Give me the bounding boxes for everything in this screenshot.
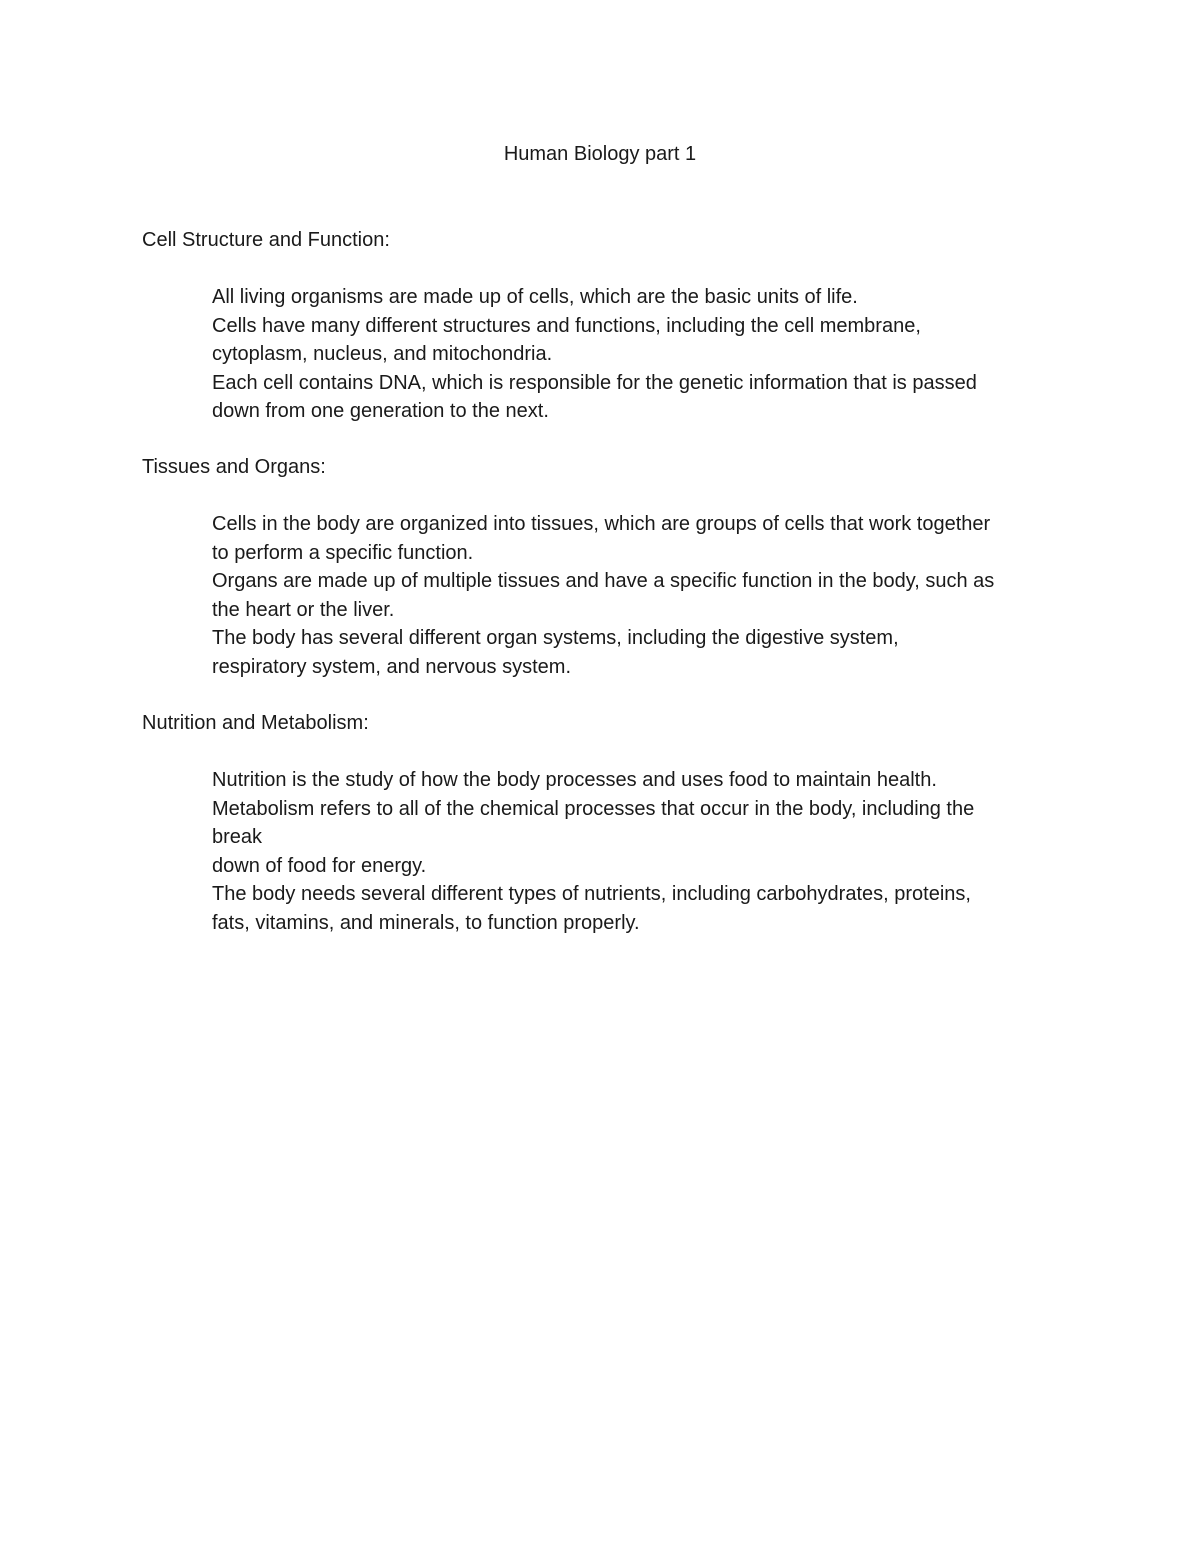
text-line: to perform a specific function.: [212, 541, 474, 564]
text-line: fats, vitamins, and minerals, to function properly.: [212, 911, 640, 934]
text-line: down of food for energy.: [212, 854, 427, 877]
section-heading-cell-structure: Cell Structure and Function:: [142, 229, 390, 251]
text-line: down from one generation to the next.: [212, 400, 549, 423]
text-line: Metabolism refers to all of the chemical processes that occur in the body, including the: [212, 797, 975, 820]
text-line: respiratory system, and nervous system.: [212, 655, 572, 678]
section-heading-nutrition-metabolism: Nutrition and Metabolism:: [142, 712, 369, 734]
text-line: Organs are made up of multiple tissues and have a specific function in the body, such as: [212, 570, 995, 593]
text-line: Nutrition is the study of how the body processes and uses food to maintain health.: [212, 769, 937, 791]
section-body-tissues-organs: [212, 510, 1082, 682]
section-body-cell-structure: [212, 283, 1082, 426]
text-line: the heart or the liver.: [212, 598, 395, 621]
text-line: The body has several different organ systems, including the digestive system,: [212, 627, 899, 650]
text-line: The body needs several different types of nutrients, including carbohydrates, proteins,: [212, 883, 971, 906]
text-line: cytoplasm, nucleus, and mitochondria.: [212, 343, 553, 366]
section-body-nutrition-metabolism: [212, 766, 1082, 938]
section-heading-tissues-organs: Tissues and Organs:: [142, 456, 326, 478]
text-line: Each cell contains DNA, which is responsible for the genetic information that is passed: [212, 371, 977, 394]
text-line: Cells have many different structures and functions, including the cell membrane,: [212, 314, 921, 337]
text-line: break: [212, 826, 263, 849]
text-line: Cells in the body are organized into tissues, which are groups of cells that work together: [212, 513, 991, 535]
text-line: All living organisms are made up of cells, which are the basic units of life.: [212, 286, 858, 308]
document-title: Human Biology part 1: [503, 143, 697, 165]
